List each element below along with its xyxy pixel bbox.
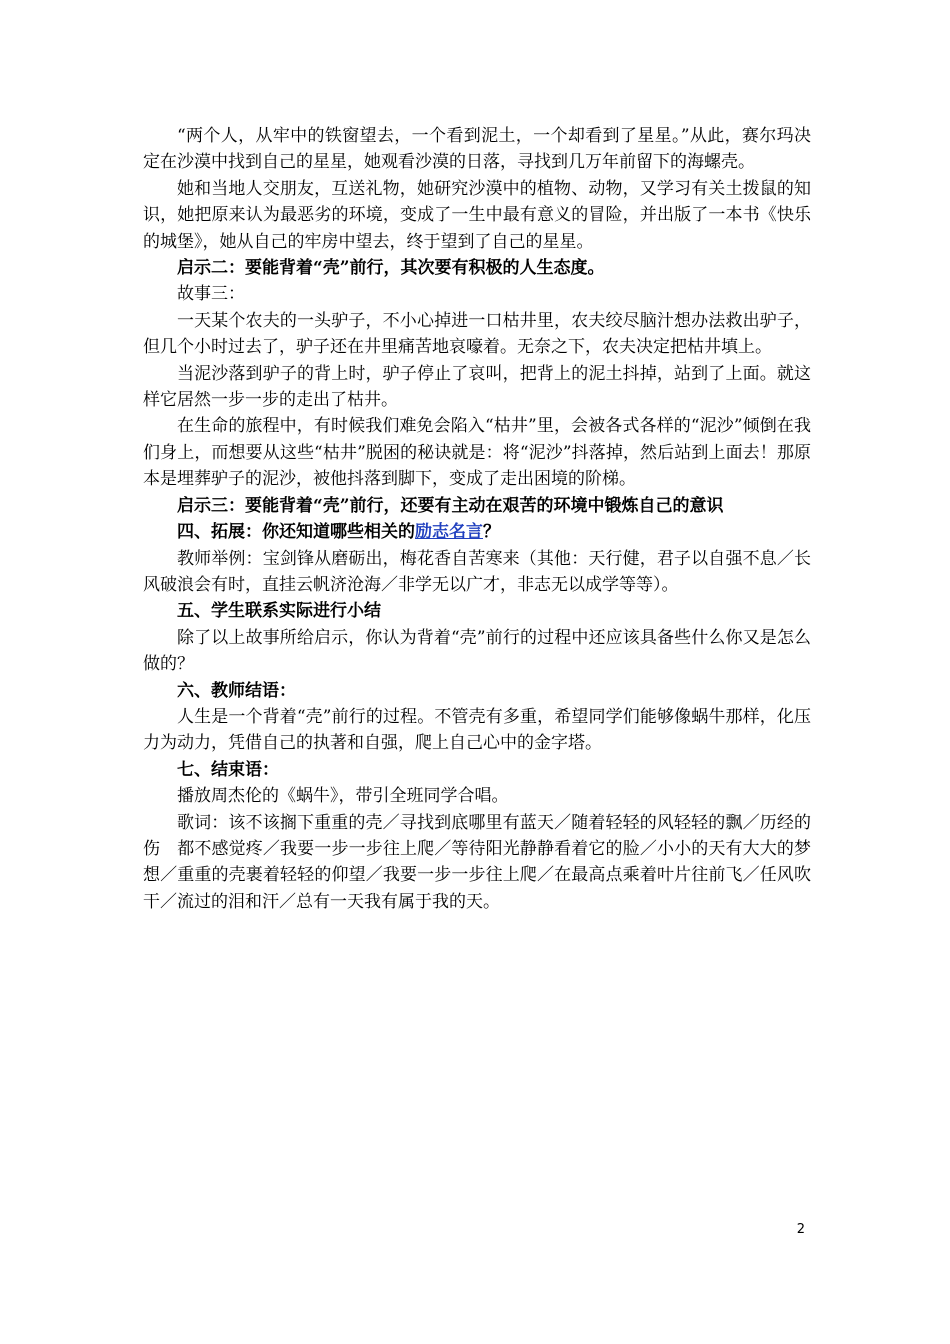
document-page <box>143 123 811 915</box>
paragraph-lyrics: 歌词：该不该搁下重重的壳／寻找到底哪里有蓝天／随着轻轻的风轻轻的飘／历经的伤 都不感觉疼／我要一步一步往上爬／等待阳光静静看着它的脸／小小的天有大大的梦想／重重的壳裹着轻轻的仰望／我要一步一步往上爬／在最高点乘着叶片往前飞／任风吹干／流过的泪和汗／总有一天我有属于我的天。 <box>143 812 811 912</box>
paragraph-donkey-escape: 当泥沙落到驴子的背上时，驴子停止了哀叫，把背上的泥土抖掉，站到了上面。就这样它居然一步一步的走出了枯井。 <box>143 363 811 411</box>
paragraph-play-song: 播放周杰伦的《蜗牛》，带引全班同学合唱。 <box>177 786 509 807</box>
heading-teacher-conclusion: 六、教师结语： <box>177 680 296 701</box>
heading-insight-three: 启示三：要能背着“壳”前行，还要有主动在艰苦的环境中锻炼自己的意识 <box>177 495 724 516</box>
paragraph-prison-window: “两个人，从牢中的铁窗望去，一个看到泥土，一个却看到了星星。”从此，赛尔玛决定在沙漠中找到自己的星星，她观看沙漠的日落，寻找到几万年前留下的海螺壳。 <box>143 126 811 173</box>
paragraph-summary-question: 除了以上故事所给启示，你认为背着“壳”前行的过程中还应该具备些什么你又是怎么做的？ <box>143 627 811 675</box>
heading-extension <box>143 519 811 545</box>
paragraph-life-journey: 在生命的旅程中，有时候我们难免会陷入“枯井”里，会被各式各样的“泥沙”倾倒在我们身上，而想要从这些“枯井”脱困的秘诀就是：将“泥沙”抖落掉，然后站到上面去！那原本是埋葬驴子的泥沙，被他抖落到脚下，变成了走出困境的阶梯。 <box>143 416 811 490</box>
paragraph-selma-desert: 她和当地人交朋友，互送礼物，她研究沙漠中的植物、动物，又学习有关土拨鼠的知识，她把原来认为最恶劣的环境，变成了一生中最有意义的冒险，并出版了一本书《快乐的城堡》，她从自己的牢房中望去，终于望到了自己的星星。 <box>143 178 811 252</box>
paragraph-story-three-label: 故事三： <box>177 284 245 305</box>
heading-extension-suffix: ？ <box>483 522 500 543</box>
motivational-quotes-link[interactable]: 励志名言 <box>415 522 483 543</box>
page-number: 2 <box>796 1222 805 1237</box>
heading-insight-two: 启示二：要能背着“壳”前行，其次要有积极的人生态度。 <box>177 258 605 279</box>
paragraph-teacher-examples: 教师举例：宝剑锋从磨砺出，梅花香自苦寒来（其他：天行健，君子以自强不息／长风破浪会有时，直挂云帆济沧海／非学无以广才，非志无以成学等等）。 <box>143 548 811 595</box>
heading-closing: 七、结束语： <box>177 759 279 780</box>
heading-extension-text: 四、拓展：你还知道哪些相关的 <box>177 522 415 543</box>
heading-student-summary: 五、学生联系实际进行小结 <box>177 601 381 622</box>
paragraph-donkey-well: 一天某个农夫的一头驴子，不小心掉进一口枯井里，农夫绞尽脑汁想办法救出驴子，但几个小时过去了，驴子还在井里痛苦地哀嚎着。无奈之下，农夫决定把枯井填上。 <box>143 310 811 358</box>
paragraph-conclusion: 人生是一个背着“壳”前行的过程。不管壳有多重，希望同学们能够像蜗牛那样，化压力为动力，凭借自己的执著和自强，爬上自己心中的金字塔。 <box>143 706 811 754</box>
